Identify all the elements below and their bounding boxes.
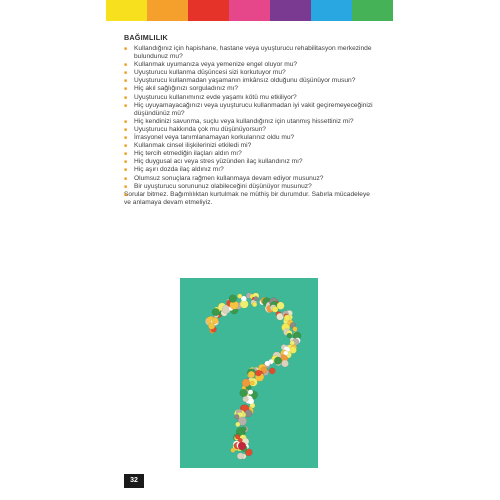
pill	[241, 296, 247, 302]
pill	[255, 370, 261, 376]
closing-text: Sorular bitmez. Bağımlılıktan kurtulmak ne müthiş bir durumdur. Sabırla mücadeleye ve anlamaya devam etmeliyiz.	[124, 190, 370, 206]
pill	[231, 448, 236, 453]
pill	[229, 295, 237, 303]
pill	[252, 302, 257, 307]
question-item: ■ Kullandığınız için hapishane, hastane veya uyuşturucu rehabilitasyon merkezinde bulundunuz mu?	[124, 45, 376, 61]
question-item: ■ Hiç tercih etmediğin ilaçları aldın mı?	[124, 150, 376, 158]
pill	[269, 368, 275, 374]
pill	[272, 306, 278, 312]
pill	[248, 390, 253, 395]
pill	[235, 422, 240, 427]
question-item: ■ Hiç uyuyamayacağınızı veya uyuşturucu kullanmadan iyi vakit geçiremeyeceğinizi düşündünüz mü?	[124, 102, 376, 118]
question-item: ■ Uyuşturucu kullanma düşüncesi sizi korkutuyor mu?	[124, 69, 376, 77]
pill	[243, 396, 249, 402]
pill	[242, 427, 247, 432]
question-item: ■ Uyuşturucu kullanımınız evde yaşamı kötü mu etkiliyor?	[124, 94, 376, 102]
pill	[254, 296, 259, 301]
pill	[238, 438, 242, 442]
closing-item	[124, 191, 376, 207]
pill	[212, 317, 219, 324]
pill	[242, 379, 250, 387]
question-list	[124, 45, 376, 207]
question-item: ■ Bir uyuşturucu sorununuz olabileceğini düşünüyor musunuz?	[124, 183, 376, 191]
stripe-green	[352, 0, 393, 21]
question-item: ■ Kullanmak cinsel ilişkilerinizi etkiledi mi?	[124, 142, 376, 150]
pill	[248, 398, 254, 404]
question-item: ■ Hiç aşırı dozda ilaç aldınız mı?	[124, 166, 376, 174]
pill	[250, 381, 254, 385]
pill	[284, 315, 290, 321]
pill	[274, 357, 282, 365]
pill	[240, 389, 248, 397]
question-item: ■ Kullanmak uyumanıza veya yemenize engel oluyor mu?	[124, 61, 376, 69]
question-item: ■ Uyuşturucu hakkında çok mu düşünüyorsun?	[124, 126, 376, 134]
pill	[265, 361, 270, 366]
stripe-yellow	[106, 0, 147, 21]
pill	[237, 453, 244, 460]
question-item: ■ Hiç akıl sağlığınızı sorguladınız mı?	[124, 85, 376, 93]
stripe-blue	[311, 0, 352, 21]
question-item: ■ Uyuşturucu kullanmadan yaşamanın imkânsız olduğunu düşünüyor musun?	[124, 77, 376, 85]
pill	[293, 327, 298, 332]
stripe-red	[188, 0, 229, 21]
question-item: ■ Olumsuz sonuçlara rağmen kullanmaya devam ediyor musunuz?	[124, 175, 376, 183]
question-item: ■ Hiç kendinizi savunma, suçlu veya kullandığınız için utanmış hissettiniz mi?	[124, 118, 376, 126]
pill	[248, 371, 255, 378]
pill	[238, 442, 246, 450]
header-color-stripes	[106, 0, 393, 21]
question-item: ■ İrrasyonel veya tanımlanamayan korkularınız oldu mu?	[124, 134, 376, 142]
pill	[287, 333, 292, 338]
stripe-orange	[147, 0, 188, 21]
stripe-purple	[270, 0, 311, 21]
page-number: 32	[124, 474, 144, 488]
question-item: ■ Hiç duygusal acı veya stres yüzünden ilaç kullandınız mı?	[124, 158, 376, 166]
section-title: BAĞIMLILIK	[124, 33, 168, 42]
stripe-pink	[229, 0, 270, 21]
pill	[281, 360, 288, 367]
pill	[212, 308, 220, 316]
pills-question-mark-photo	[180, 278, 318, 468]
